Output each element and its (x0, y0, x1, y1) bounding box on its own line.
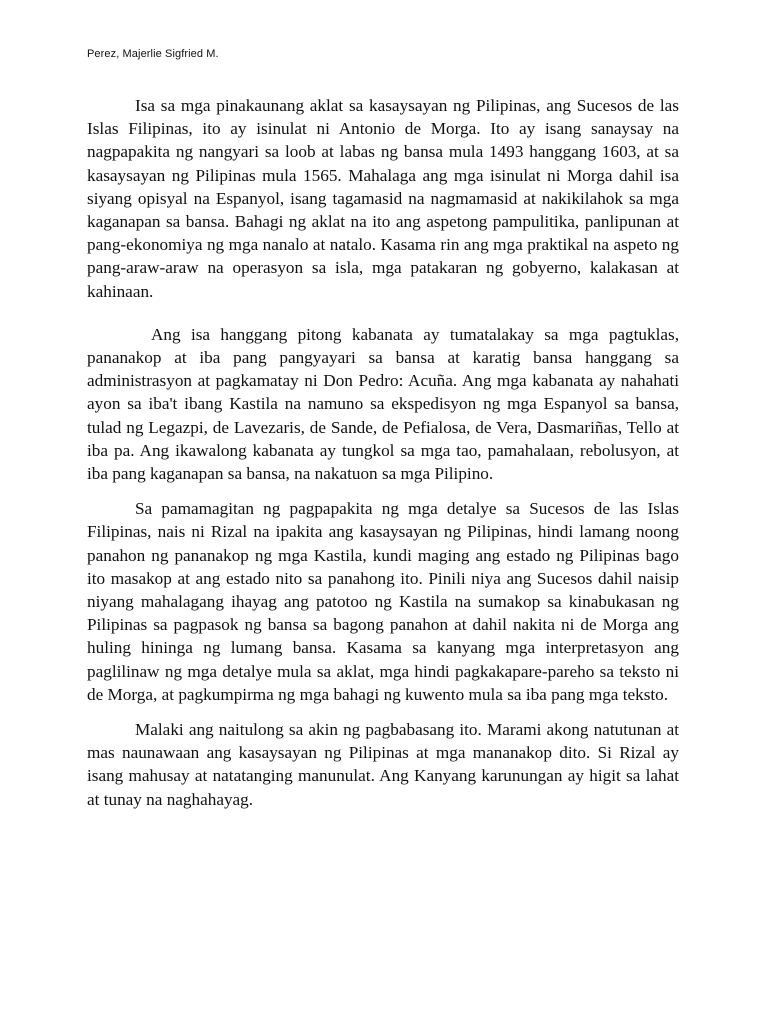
paragraph-4: Malaki ang naitulong sa akin ng pagbabasang ito. Marami akong natutunan at mas naunawaan ang kasaysayan ng Pilipinas at mga mananakop dito. Si Rizal ay isang mahusay at natatanging manunulat. Ang Kanyang karunungan ay higit sa lahat at tunay na naghahayag. (87, 720, 679, 809)
paragraph-3: Sa pamamagitan ng pagpapakita ng mga detalye sa Sucesos de las Islas Filipinas, nais ni Rizal na ipakita ang kasaysayan ng Pilipinas, hindi lamang noong panahon ng pananakop ng mga Kastila, kundi maging ang estado ng Pilipinas bago ito masakop at ang estado nito sa panahong ito. Pinili niya ang Sucesos dahil naisip niyang mahalagang ihayag ang patotoo ng Kastila na sumakop sa kinabukasan ng Pilipinas sa pagpasok ng bansa sa bagong panahon at dahil nakita ni de Morga ang huling hininga ng lumang bansa. Kasama sa kanyang mga interpretasyon ang paglilinaw ng mga detalye mula sa aklat, mga hindi pagkakapare-pareho sa teksto ni de Morga, at pagkumpirma ng mga bahagi ng kuwento mula sa iba pang mga teksto. (87, 499, 679, 704)
essay-body (87, 94, 679, 811)
author-name: Perez, Majerlie Sigfried M. (87, 48, 219, 60)
paragraph-1: Isa sa mga pinakaunang aklat sa kasaysayan ng Pilipinas, ang Sucesos de las Islas Filipinas, ito ay isinulat ni Antonio de Morga. Ito ay isang sanaysay na nagpapakita ng nangyari sa loob at labas ng bansa mula 1493 hanggang 1603, at sa kasaysayan ng Pilipinas mula 1565. Mahalaga ang mga isinulat ni Morga dahil isa siyang opisyal na Espanyol, isang tagamasid na nagmamasid at nakikilahok sa mga kaganapan sa bansa. Bahagi ng aklat na ito ang aspetong pampulitika, panlipunan at pang-ekonomiya ng mga nanalo at natalo. Kasama rin ang mga praktikal na aspeto ng pang-araw-araw na operasyon sa isla, mga patakaran ng gobyerno, kalakasan at kahinaan. (87, 96, 679, 301)
paragraph-2: Ang isa hanggang pitong kabanata ay tumatalakay sa mga pagtuklas, pananakop at iba pang pangyayari sa bansa at karatig bansa hanggang sa administrasyon at pagkamatay ni Don Pedro: Acuña. Ang mga kabanata ay nahahati ayon sa iba't ibang Kastila na namuno sa ekspedisyon ng mga Espanyol sa bansa, tulad ng Legazpi, de Lavezaris, de Sande, de Pefialosa, de Vera, Dasmariñas, Tello at iba pa. Ang ikawalong kabanata ay tungkol sa mga tao, pamahalaan, rebolusyon, at iba pang kaganapan sa bansa, na nakatuon sa mga Pilipino. (87, 324, 679, 484)
